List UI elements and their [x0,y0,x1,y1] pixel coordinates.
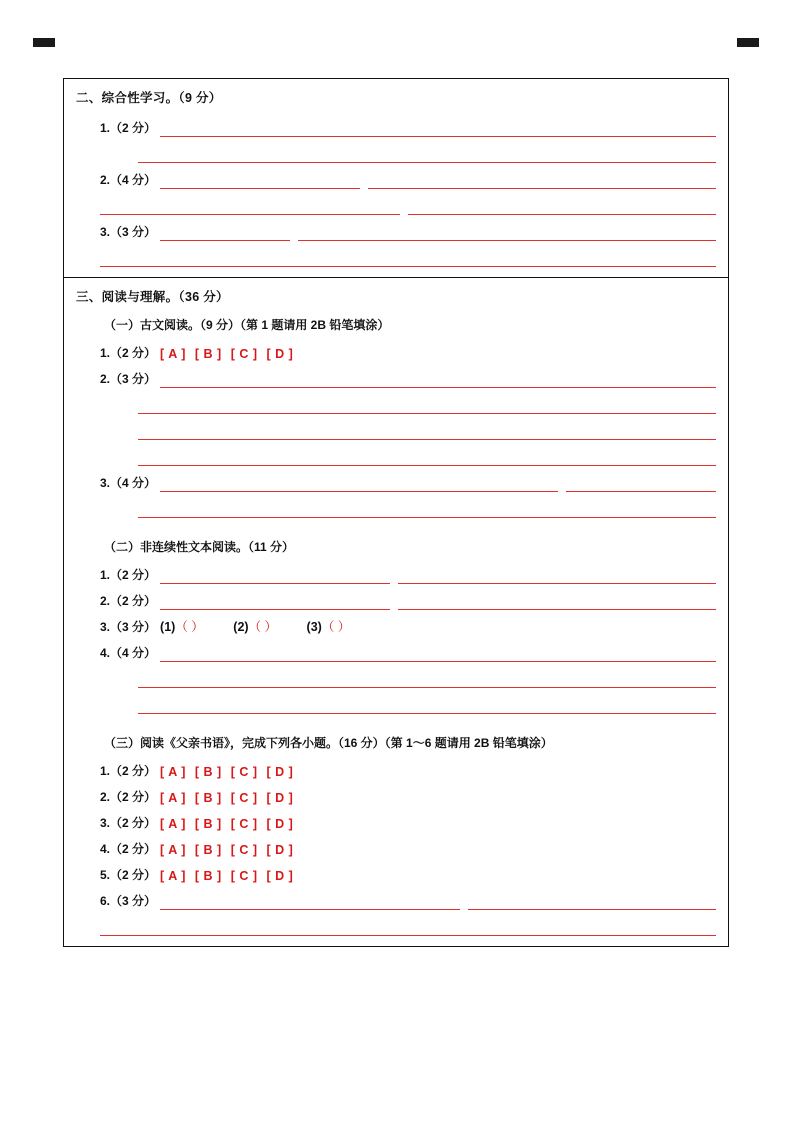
choice-b[interactable]: [ B ] [194,869,222,883]
choice-c[interactable]: [ C ] [230,869,258,883]
question-label: 3.（4 分） [100,476,157,490]
question-row [64,780,728,806]
answer-lines [156,171,716,189]
blank-number-1: (1) [160,620,176,634]
answer-line-row [64,388,728,414]
choice-c[interactable]: [ C ] [230,843,258,857]
section-comprehensive-study [64,79,728,277]
choice-b[interactable]: [ B ] [194,817,222,831]
answer-rule[interactable] [398,592,716,610]
answer-rule[interactable] [468,892,716,910]
spacer [64,518,728,532]
choice-a[interactable]: [ A ] [160,347,186,361]
section-title: 二、综合性学习。（9 分） [76,91,222,105]
choice-d[interactable]: [ D ] [266,791,294,805]
question-label: 1.（2 分） [100,764,157,778]
question-label: 3.（3 分） [100,225,157,239]
answer-rule[interactable] [160,592,390,610]
answer-line-row [64,137,728,163]
spacer [64,714,728,728]
subsection-title-classical: （一）古文阅读。（9 分）（第 1 题请用 2B 铅笔填涂） [104,318,390,332]
question-row [64,584,728,610]
answer-line-row [64,189,728,215]
subsection-title-father-book: （三）阅读《父亲书语》，完成下列各小题。（16 分）（第 1～6 题请用 2B 铅笔填涂） [104,736,553,750]
choice-b[interactable]: [ B ] [194,347,222,361]
choice-a[interactable]: [ A ] [160,869,186,883]
bracket-group-2[interactable] [233,620,277,634]
spacer [64,936,728,946]
section-title: 三、阅读与理解。（36 分） [76,290,229,304]
answer-line-row [64,440,728,466]
choice-c[interactable]: [ C ] [230,347,258,361]
question-row [64,610,728,636]
registration-mark-top-right [737,38,759,47]
choice-group[interactable] [160,347,302,362]
section-reading-comprehension [64,277,728,946]
bracket-2[interactable]: （ ） [248,620,278,634]
choice-a[interactable]: [ A ] [160,843,186,857]
question-row [64,362,728,388]
answer-line-row [64,492,728,518]
choice-d[interactable]: [ D ] [266,817,294,831]
question-label: 3.（2 分） [100,816,157,830]
answer-rule[interactable] [138,670,716,688]
question-row [64,336,728,362]
answer-rule[interactable] [100,249,716,267]
answer-choices [156,347,716,362]
question-row [64,215,728,241]
question-label: 1.（2 分） [100,121,157,135]
question-label: 2.（4 分） [100,173,157,187]
question-row [64,806,728,832]
question-label: 5.（2 分） [100,868,157,882]
bracket-group-list[interactable] [160,617,376,636]
choice-group[interactable] [160,869,302,884]
choice-group[interactable] [160,765,302,780]
answer-sheet-body [63,78,729,947]
answer-rule[interactable] [160,566,390,584]
answer-rule[interactable] [100,197,400,215]
choice-d[interactable]: [ D ] [266,843,294,857]
answer-lines [156,370,716,388]
answer-rule[interactable] [298,223,716,241]
answer-choices [156,765,716,780]
choice-group[interactable] [160,791,302,806]
answer-rule[interactable] [138,696,716,714]
blank-number-3: (3) [306,620,322,634]
choice-a[interactable]: [ A ] [160,765,186,779]
choice-d[interactable]: [ D ] [266,765,294,779]
question-row [64,111,728,137]
choice-b[interactable]: [ B ] [194,791,222,805]
answer-rule[interactable] [566,474,716,492]
choice-group[interactable] [160,817,302,832]
answer-lines [156,566,716,584]
answer-rule[interactable] [138,448,716,466]
question-row [64,636,728,662]
question-row [64,832,728,858]
answer-line-row [64,910,728,936]
answer-rule[interactable] [160,171,360,189]
question-row [64,558,728,584]
bracket-group-1[interactable] [160,620,204,634]
question-label: 2.（2 分） [100,594,157,608]
spacer [64,267,728,277]
answer-rule[interactable] [408,197,716,215]
answer-rule[interactable] [138,145,716,163]
answer-rule[interactable] [160,644,716,662]
choice-b[interactable]: [ B ] [194,843,222,857]
question-row [64,754,728,780]
registration-mark-top-left [33,38,55,47]
question-label: 4.（2 分） [100,842,157,856]
answer-choices [156,791,716,806]
question-label: 6.（3 分） [100,894,157,908]
choice-c[interactable]: [ C ] [230,817,258,831]
question-row [64,163,728,189]
choice-c[interactable]: [ C ] [230,765,258,779]
answer-choices [156,869,716,884]
answer-rule[interactable] [160,892,460,910]
answer-line-row [64,414,728,440]
answer-lines [156,592,716,610]
answer-choices [156,843,716,858]
answer-line-row [64,662,728,688]
bracket-1[interactable]: （ ） [175,620,204,634]
bracket-3[interactable]: （ ） [321,620,351,634]
answer-choices [156,817,716,832]
answer-lines [156,892,716,910]
choice-c[interactable]: [ C ] [230,791,258,805]
answer-rule[interactable] [138,396,716,414]
answer-lines [156,644,716,662]
answer-lines [156,474,716,492]
answer-rule[interactable] [398,566,716,584]
question-label: 4.（4 分） [100,646,157,660]
answer-rule[interactable] [160,223,290,241]
answer-rule[interactable] [160,474,558,492]
answer-rule[interactable] [160,119,716,137]
answer-line-row [64,688,728,714]
answer-lines [156,223,716,241]
answer-line-row [64,241,728,267]
answer-lines [156,119,716,137]
bracket-group-3[interactable] [307,620,351,634]
question-label: 1.（2 分） [100,568,157,582]
choice-a[interactable]: [ A ] [160,817,186,831]
subsection-title-noncontinuous: （二）非连续性文本阅读。（11 分） [104,540,295,554]
question-label: 2.（2 分） [100,790,157,804]
question-label: 2.（3 分） [100,372,157,386]
answer-rule[interactable] [100,918,716,936]
answer-blank-groups [156,617,716,636]
choice-b[interactable]: [ B ] [194,765,222,779]
answer-rule[interactable] [368,171,716,189]
blank-number-2: (2) [233,620,249,634]
question-row [64,858,728,884]
choice-group[interactable] [160,843,302,858]
answer-rule[interactable] [138,500,716,518]
question-row [64,884,728,910]
question-label: 3.（3 分） [100,620,157,634]
choice-d[interactable]: [ D ] [266,347,294,361]
choice-d[interactable]: [ D ] [266,869,294,883]
answer-rule[interactable] [160,370,716,388]
answer-rule[interactable] [138,422,716,440]
question-row [64,466,728,492]
question-label: 1.（2 分） [100,346,157,360]
choice-a[interactable]: [ A ] [160,791,186,805]
